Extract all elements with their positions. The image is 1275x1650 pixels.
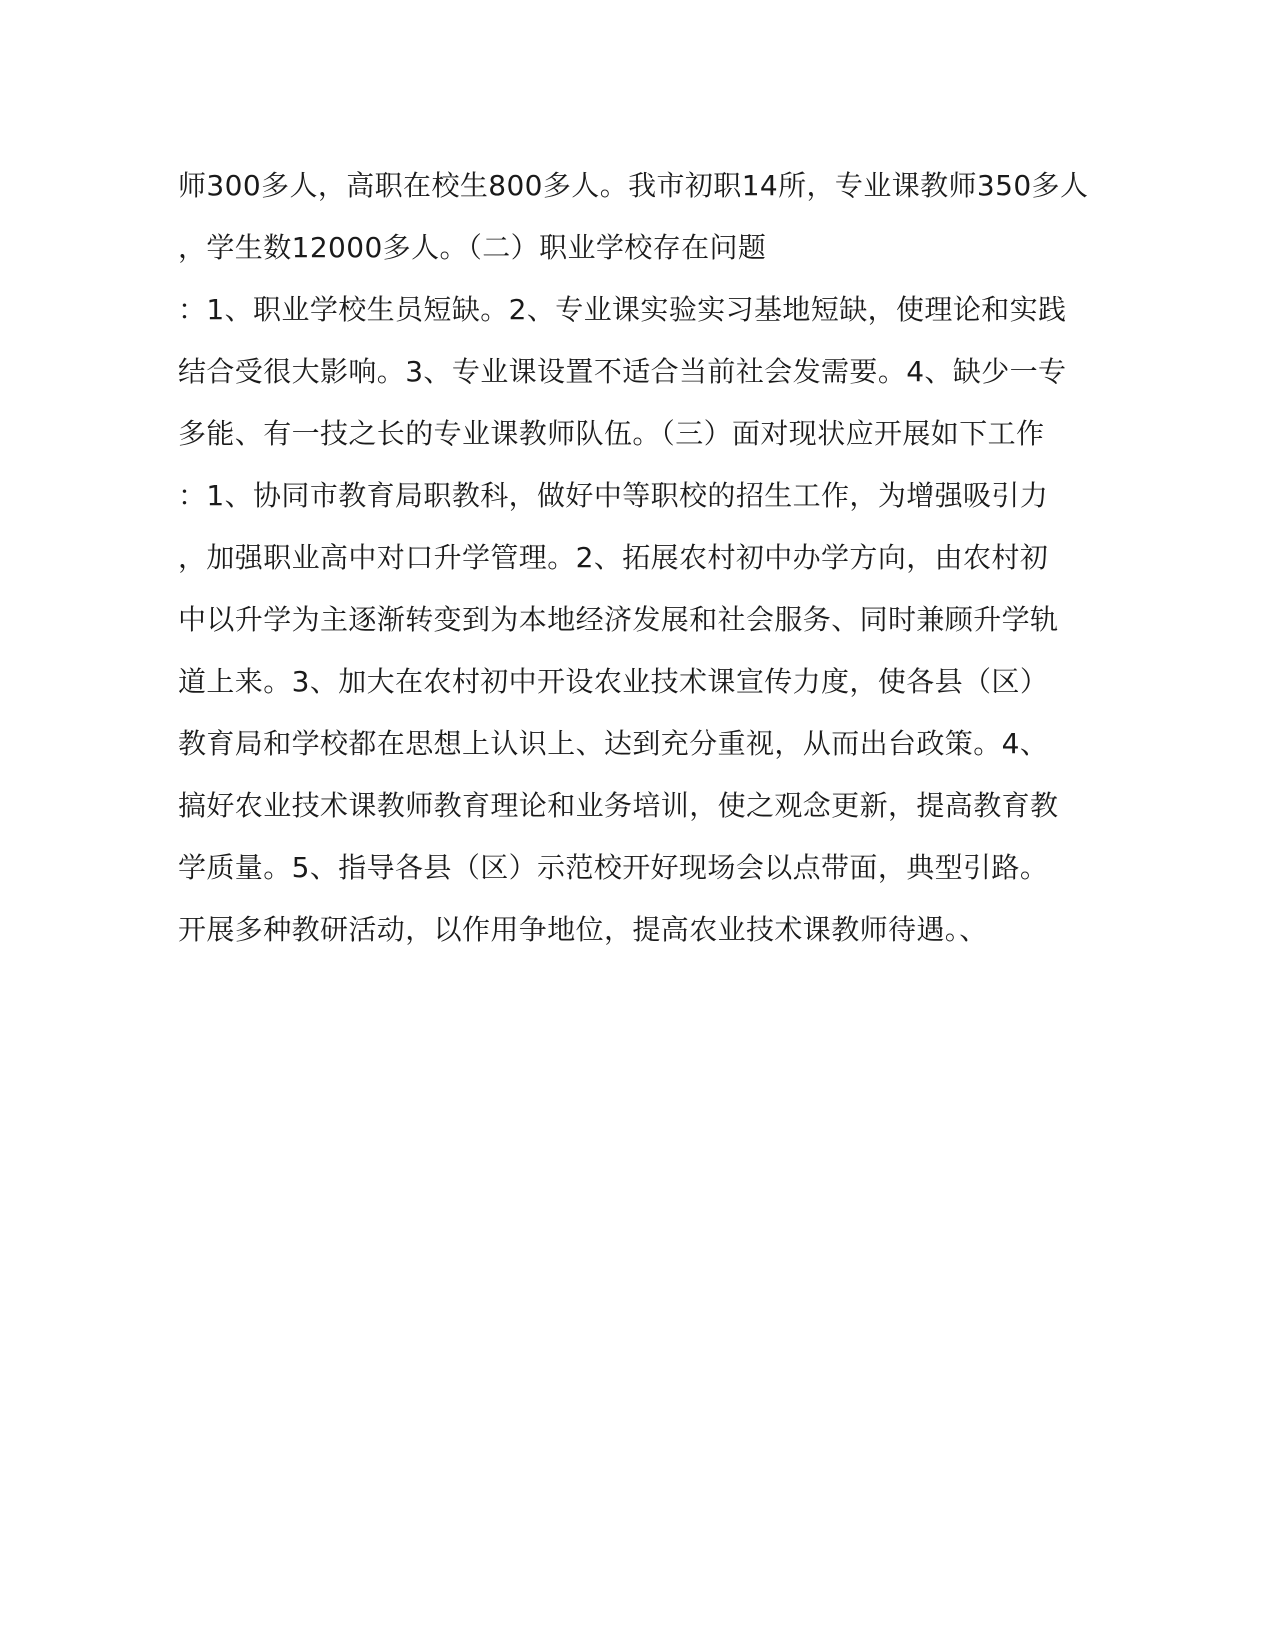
text-line-13: 开展多种教研活动，以作用争地位，提高农业技术课教师待遇。、 <box>178 913 988 946</box>
body-text <box>178 160 1089 966</box>
text-line-8: 中以升学为主逐渐转变到为本地经济发展和社会服务、同时兼顾升学轨 <box>178 603 1059 636</box>
text-line-1: 师300多人，高职在校生800多人。我市初职14所，专业课教师350多人 <box>178 169 1089 202</box>
text-line-7: ，加强职业高中对口升学管理。2、拓展农村初中办学方向，由农村初 <box>178 541 1049 574</box>
text-line-4: 结合受很大影响。3、专业课设置不适合当前社会发需要。4、缺少一专 <box>178 355 1067 388</box>
text-line-10: 教育局和学校都在思想上认识上、达到充分重视，从而出台政策。4、 <box>178 727 1049 760</box>
text-line-5: 多能、有一技之长的专业课教师队伍。（三）面对现状应开展如下工作 <box>178 417 1045 450</box>
text-line-3: ：1、职业学校生员短缺。2、专业课实验实习基地短缺，使理论和实践 <box>178 293 1067 326</box>
text-line-2: ，学生数12000多人。（二）职业学校存在问题 <box>178 231 767 264</box>
text-line-9: 道上来。3、加大在农村初中开设农业技术课宣传力度，使各县（区） <box>178 665 1049 698</box>
text-line-11: 搞好农业技术课教师教育理论和业务培训，使之观念更新，提高教育教 <box>178 789 1059 822</box>
text-line-12: 学质量。5、指导各县（区）示范校开好现场会以点带面，典型引路。 <box>178 851 1049 884</box>
text-line-6: ：1、协同市教育局职教科，做好中等职校的招生工作，为增强吸引力 <box>178 479 1049 512</box>
